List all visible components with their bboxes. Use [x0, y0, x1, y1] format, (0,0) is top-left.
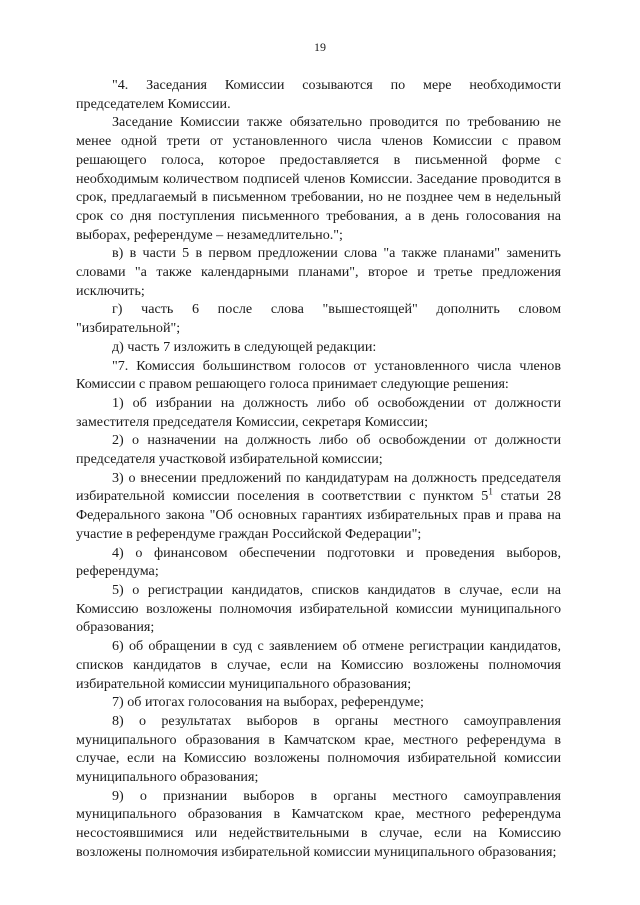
paragraph: 4) о финансовом обеспечении подготовки и проведения выборов, референдума;: [76, 544, 561, 580]
paragraph: 8) о результатах выборов в органы местного самоуправления муниципального образования в Камчатском крае, местного референдума в случае, если на Комиссию возложены полномочия избирательной комиссии муниципального образования;: [76, 712, 561, 786]
page-number: 19: [314, 40, 326, 54]
paragraph-with-superscript: [76, 469, 561, 544]
paragraph: 6) об обращении в суд с заявлением об отмене регистрации кандидатов, списков кандидатов в случае, если на Комиссию возложены полномочия избирательной комиссии муниципального образования;: [76, 638, 561, 692]
paragraph: 7) об итогах голосования на выборах, референдуме;: [112, 694, 424, 711]
document-body: [76, 76, 561, 862]
paragraph: "7. Комиссия большинством голосов от установленного числа членов Комиссии с правом решающего голоса принимает следующие решения:: [76, 357, 561, 393]
paragraph: "4. Заседания Комиссии созываются по мере необходимости председателем Комиссии.: [76, 77, 561, 112]
superscript: 1: [488, 486, 493, 497]
paragraph: г) часть 6 после слова "вышестоящей" дополнить словом "избирательной";: [76, 301, 561, 337]
paragraph: 9) о признании выборов в органы местного самоуправления муниципального образования в Камчатском крае, местного референдума несостоявшимися или недействительными в случае, если на Комиссию возложены полномочия избирательной комиссии муниципального образования;: [76, 787, 561, 860]
paragraph: Заседание Комиссии также обязательно проводится по требованию не менее одной трети от установленного числа членов Комиссии с правом решающего голоса, которое предоставляется в письменной форме с необходимым количеством подписей членов Комиссии. Заседание проводится в срок, предлагаемый в письменном требовании, но не позднее чем в недельный срок со дня поступления письменного требования, а в день голосования на выборах, референдуме – незамедлительно.";: [76, 114, 561, 243]
paragraph: д) часть 7 изложить в следующей редакции:: [112, 338, 377, 355]
paragraph: в) в части 5 в первом предложении слова "а также планами" заменить словами "а также календарными планами", второе и третье предложения исключить;: [76, 245, 561, 299]
paragraph: 1) об избрании на должность либо об освобождении от должности заместителя председателя Комиссии, секретаря Комиссии;: [76, 394, 561, 430]
paragraph-text: статьи 28 Федерального закона "Об основных гарантиях избирательных прав и права на участие в референдуме граждан Российской Федерации";: [76, 488, 561, 542]
paragraph-text: 3) о внесении предложений по кандидатурам на должность председателя избирательной комиссии поселения в соответствии с пунктом 5: [76, 469, 561, 505]
paragraph: 5) о регистрации кандидатов, списков кандидатов в случае, если на Комиссию возложены полномочия избирательной комиссии муниципального образования;: [76, 581, 561, 636]
paragraph: 2) о назначении на должность либо об освобождении от должности председателя участковой избирательной комиссии;: [76, 432, 561, 468]
